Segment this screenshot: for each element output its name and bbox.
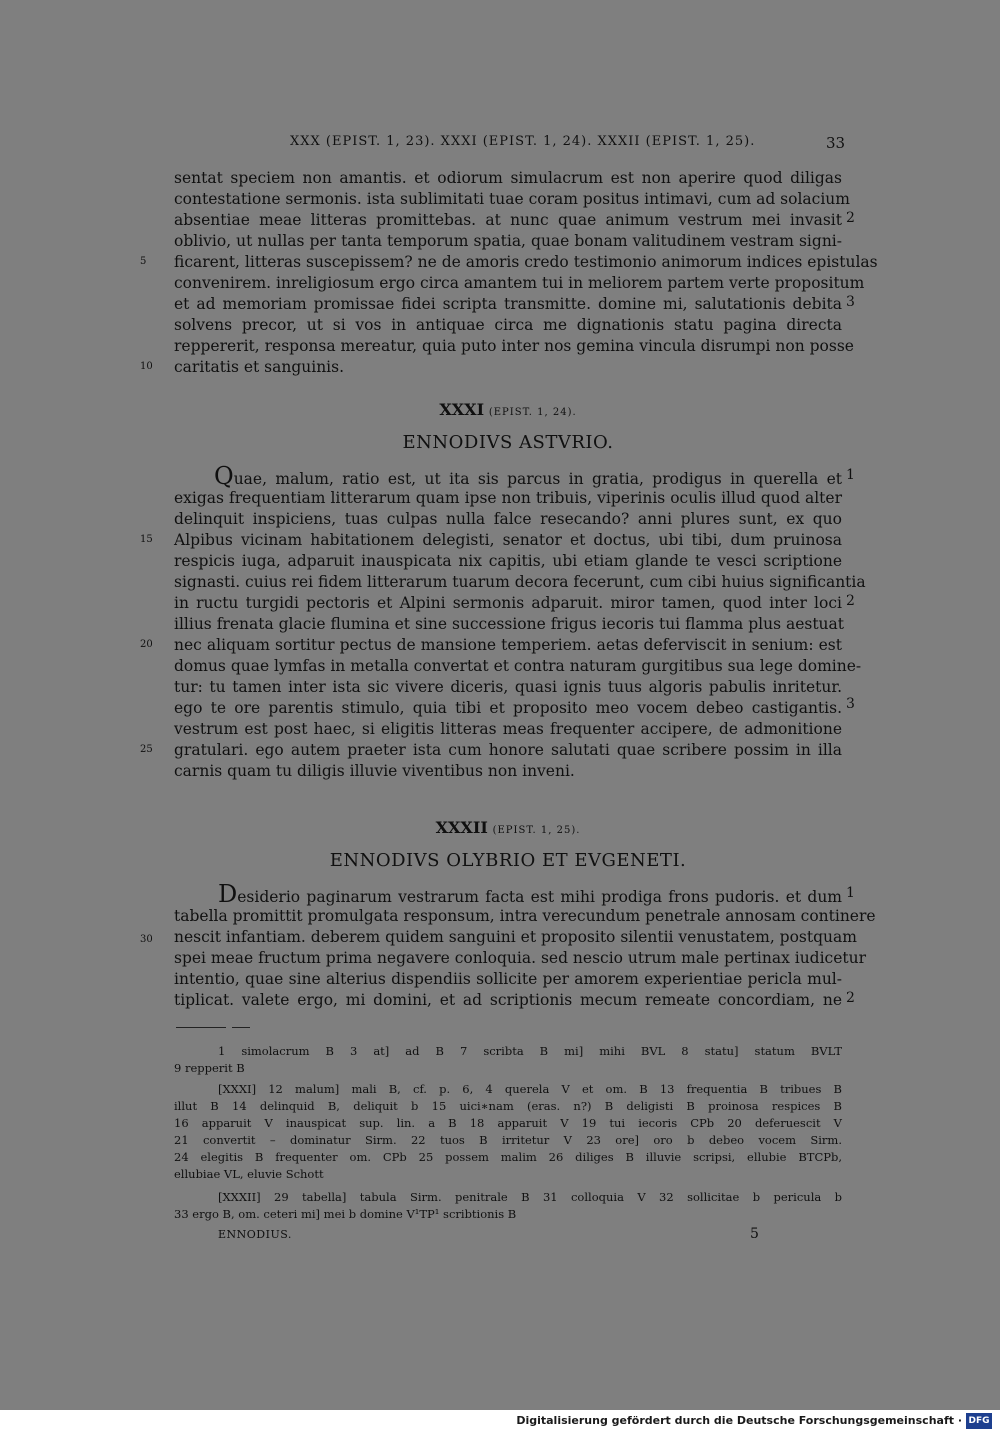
- text-line: illius frenata glacie flumina et sine successione frigus iecoris tui flamma plus aestuat: [174, 615, 845, 633]
- footnote-rule: [176, 1027, 226, 1028]
- epist-reference: (EPIST. 1, 25).: [492, 825, 581, 836]
- text-line: ficarent, litteras suscepissem? ne de amoris credo testimonio animorum indices epistulas: [174, 253, 878, 271]
- letter-addressee: ENNODIVS OLYBRIO ET EVGENETI.: [329, 850, 687, 871]
- running-head: XXX (EPIST. 1, 23). XXXI (EPIST. 1, 24). XXXII (EPIST. 1, 25).: [290, 134, 756, 149]
- letter-heading: [174, 400, 842, 419]
- letter-addressee: ENNODIVS ASTVRIO.: [402, 432, 614, 453]
- apparatus-line: ellubiae VL, eluvie Schott: [174, 1167, 324, 1181]
- sheet-number: 5: [750, 1226, 759, 1242]
- epist-reference: (EPIST. 1, 24).: [488, 407, 577, 418]
- apparatus-line: [XXXII] 29 tabella] tabula Sirm. penitrale B 31 colloquia V 32 sollicitae b pericula b: [218, 1190, 842, 1204]
- printer-signature: ENNODIUS.: [218, 1228, 292, 1241]
- apparatus-line: 16 apparuit V inauspicat sup. lin. a B 18 apparuit V 19 tui iecoris CPb 20 deferuescit V: [174, 1116, 842, 1130]
- line-number: 25: [140, 744, 153, 755]
- text-line-body: uae, malum, ratio est, ut ita sis parcus in gratia, prodigus in querella et: [233, 470, 842, 488]
- page-number: 33: [826, 134, 846, 152]
- text-line: caritatis et sanguinis.: [174, 358, 345, 376]
- text-line: sentat speciem non amantis. et odiorum simulacrum est non aperire quod diligas: [174, 169, 842, 187]
- apparatus-line: [XXXI] 12 malum] mali B, cf. p. 6, 4 querela V et om. B 13 frequentia B tribues B: [218, 1082, 842, 1096]
- text-line: ego te ore parentis stimulo, quia tibi et proposito meo vocem debeo castigantis.: [174, 699, 842, 717]
- apparatus-line: 21 convertit – dominatur Sirm. 22 tuos B irritetur V 23 ore] oro b debeo vocem Sirm.: [174, 1133, 842, 1147]
- apparatus-line: 33 ergo B, om. ceteri mi] mei b domine V¹TP¹ scribtionis B: [174, 1207, 517, 1221]
- text-line: Alpibus vicinam habitationem delegisti, senator et doctus, ubi tibi, dum pruinosa: [174, 531, 842, 549]
- section-mark: 1: [846, 885, 855, 901]
- text-line: domus quae lymfas in metalla convertat et contra naturam gurgitibus sua lege domine-: [174, 657, 862, 675]
- text-line: nescit infantiam. deberem quidem sanguini et proposito silentii venustatem, postquam: [174, 928, 857, 946]
- section-mark: 3: [846, 294, 855, 310]
- text-line: absentiae meae litteras promittebas. at nunc quae animum vestrum mei invasit: [174, 211, 842, 229]
- line-number: 20: [140, 639, 153, 650]
- apparatus-line: 24 elegitis B frequenter om. CPb 25 possem malim 26 diliges B illuvie scripsi, ellubie BTCPb,: [174, 1150, 842, 1164]
- text-line: convenirem. inreligiosum ergo circa amantem tui in meliorem partem verte propositum: [174, 274, 865, 292]
- text-line: tiplicat. valete ergo, mi domini, et ad scriptionis mecum remeate concordiam, ne: [174, 991, 842, 1009]
- section-mark: 2: [846, 210, 855, 226]
- letter-number: XXXI: [439, 400, 485, 419]
- text-line: nec aliquam sortitur pectus de mansione temperiem. aetas deferviscit in senium: est: [174, 636, 842, 654]
- line-number: 15: [140, 534, 153, 545]
- text-line: in ructu turgidi pectoris et Alpini sermonis adparuit. miror tamen, quod inter loci: [174, 594, 842, 612]
- line-number: 5: [140, 256, 147, 267]
- text-line: oblivio, ut nullas per tanta temporum spatia, quae bonam valitudinem vestram signi-: [174, 232, 842, 250]
- text-line: respicis iuga, adparuit inauspicata nix capitis, ubi etiam glande te vesci scriptione: [174, 552, 842, 570]
- footnote-rule: [232, 1027, 250, 1028]
- section-mark: 2: [846, 990, 855, 1006]
- text-line-body: esiderio paginarum vestrarum facta est mihi prodiga frons pudoris. et dum: [237, 888, 842, 906]
- text-line: [174, 880, 842, 908]
- funding-text: Digitalisierung gefördert durch die Deutsche Forschungsgemeinschaft ·: [516, 1414, 962, 1427]
- section-mark: 2: [846, 593, 855, 609]
- letter-heading: [174, 818, 842, 837]
- text-line: delinquit inspiciens, tuas culpas nulla falce resecando? anni plures sunt, ex quo: [174, 510, 842, 528]
- apparatus-line: illut B 14 delinquid B, deliquit b 15 uici∗nam (eras. n?) B deligisti B proinosa respices B: [174, 1099, 842, 1113]
- line-number: 10: [140, 361, 153, 372]
- dfg-logo: DFG: [966, 1413, 992, 1429]
- text-line: spei meae fructum prima negavere conloquia. sed nescio utrum male pertinax iudicetur: [174, 949, 867, 967]
- initial-letter: D: [218, 880, 238, 908]
- text-line: contestatione sermonis. ista sublimitati tuae coram positus intimavi, cum ad solacium: [174, 190, 850, 208]
- text-line: gratulari. ego autem praeter ista cum honore salutati quae scribere possim in illa: [174, 741, 842, 759]
- funding-footer: [0, 1410, 1000, 1434]
- apparatus-line: 9 repperit B: [174, 1061, 245, 1075]
- text-line: tabella promittit promulgata responsum, intra verecundum penetrale annosam continere: [174, 907, 876, 925]
- text-line: reppererit, responsa mereatur, quia puto inter nos gemina vincula disrumpi non posse: [174, 337, 854, 355]
- text-line: signasti. cuius rei fidem litterarum tuarum decora fecerunt, cum cibi huius significantia: [174, 573, 866, 591]
- text-line: carnis quam tu diligis illuvie viventibus non inveni.: [174, 762, 575, 780]
- apparatus-line: 1 simolacrum B 3 at] ad B 7 scribta B mi] mihi BVL 8 statu] statum BVLT: [218, 1044, 842, 1058]
- text-line: intentio, quae sine alterius dispendiis sollicite per amorem experientiae pericla mul-: [174, 970, 842, 988]
- initial-letter: Q: [214, 462, 234, 490]
- text-line: [174, 462, 842, 490]
- text-line: et ad memoriam promissae fidei scripta transmitte. domine mi, salutationis debita: [174, 295, 842, 313]
- letter-number: XXXII: [435, 818, 488, 837]
- text-line: tur: tu tamen inter ista sic vivere diceris, quasi ignis tuus algoris pabulis inritetur.: [174, 678, 842, 696]
- line-number: 30: [140, 934, 153, 945]
- text-line: solvens precor, ut si vos in antiquae circa me dignationis statu pagina directa: [174, 316, 842, 334]
- text-line: exigas frequentiam litterarum quam ipse non tribuis, viperinis oculis illud quod alter: [174, 489, 842, 507]
- section-mark: 1: [846, 467, 855, 483]
- section-mark: 3: [846, 696, 855, 712]
- text-line: vestrum est post haec, si eligitis litteras meas frequenter accipere, de admonitione: [174, 720, 842, 738]
